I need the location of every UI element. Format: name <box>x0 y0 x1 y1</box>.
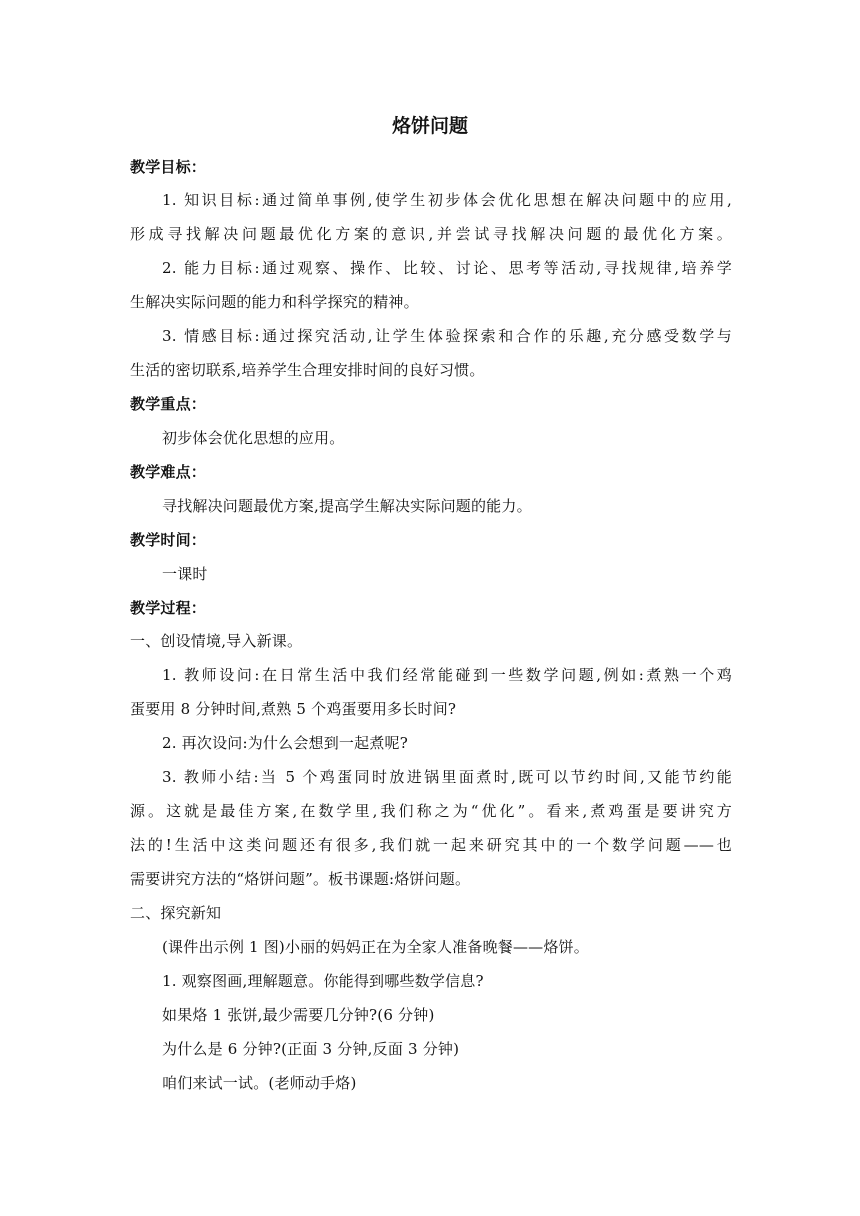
heading-key-points: 教学重点： <box>130 395 207 413</box>
process-line: 法的!生活中这类问题还有很多,我们就一起来研究其中的一个数学问题——也 <box>130 836 732 854</box>
process-line: 2. 再次设问:为什么会想到一起煮呢? <box>162 734 408 752</box>
process-line: 需要讲究方法的“烙饼问题”。板书课题:烙饼问题。 <box>130 870 471 888</box>
difficulty-text: 寻找解决问题最优方案,提高学生解决实际问题的能力。 <box>162 497 532 515</box>
heading-difficulties: 教学难点： <box>130 463 207 481</box>
time-text: 一课时 <box>162 565 208 583</box>
process-line: 3. 教师小结:当 5 个鸡蛋同时放进锅里面煮时,既可以节约时间,又能节约能 <box>162 768 732 786</box>
objective-line: 生活的密切联系,培养学生合理安排时间的良好习惯。 <box>130 361 485 379</box>
process-line: (课件出示例 1 图)小丽的妈妈正在为全家人准备晚餐——烙饼。 <box>162 938 589 956</box>
key-point-text: 初步体会优化思想的应用。 <box>162 429 345 447</box>
heading-objectives: 教学目标： <box>130 158 207 176</box>
objective-line: 生解决实际问题的能力和科学探究的精神。 <box>130 293 419 311</box>
heading-process: 教学过程： <box>130 599 207 617</box>
process-line: 咱们来试一试。(老师动手烙) <box>162 1074 357 1092</box>
objective-line: 2. 能力目标:通过观察、操作、比较、讨论、思考等活动,寻找规律,培养学 <box>162 259 732 277</box>
document-title: 烙饼问题 <box>391 115 468 137</box>
process-line: 一、创设情境,导入新课。 <box>130 632 303 650</box>
process-line: 源。这就是最佳方案,在数学里,我们称之为“优化”。看来,煮鸡蛋是要讲究方 <box>130 802 732 820</box>
heading-time: 教学时间： <box>130 531 207 549</box>
process-line: 二、探究新知 <box>130 904 222 922</box>
process-line: 蛋要用 8 分钟时间,煮熟 5 个鸡蛋要用多长时间? <box>130 700 457 718</box>
process-line: 1. 观察图画,理解题意。你能得到哪些数学信息? <box>162 972 484 990</box>
process-line: 如果烙 1 张饼,最少需要几分钟?(6 分钟) <box>162 1006 435 1024</box>
objective-line: 3. 情感目标:通过探究活动,让学生体验探索和合作的乐趣,充分感受数学与 <box>162 327 732 345</box>
process-line: 1. 教师设问:在日常生活中我们经常能碰到一些数学问题,例如:煮熟一个鸡 <box>162 666 732 684</box>
objective-line: 1. 知识目标:通过简单事例,使学生初步体会优化思想在解决问题中的应用, <box>162 191 732 209</box>
objective-line: 形成寻找解决问题最优化方案的意识,并尝试寻找解决问题的最优化方案。 <box>130 225 732 243</box>
process-line: 为什么是 6 分钟?(正面 3 分钟,反面 3 分钟) <box>162 1040 460 1058</box>
